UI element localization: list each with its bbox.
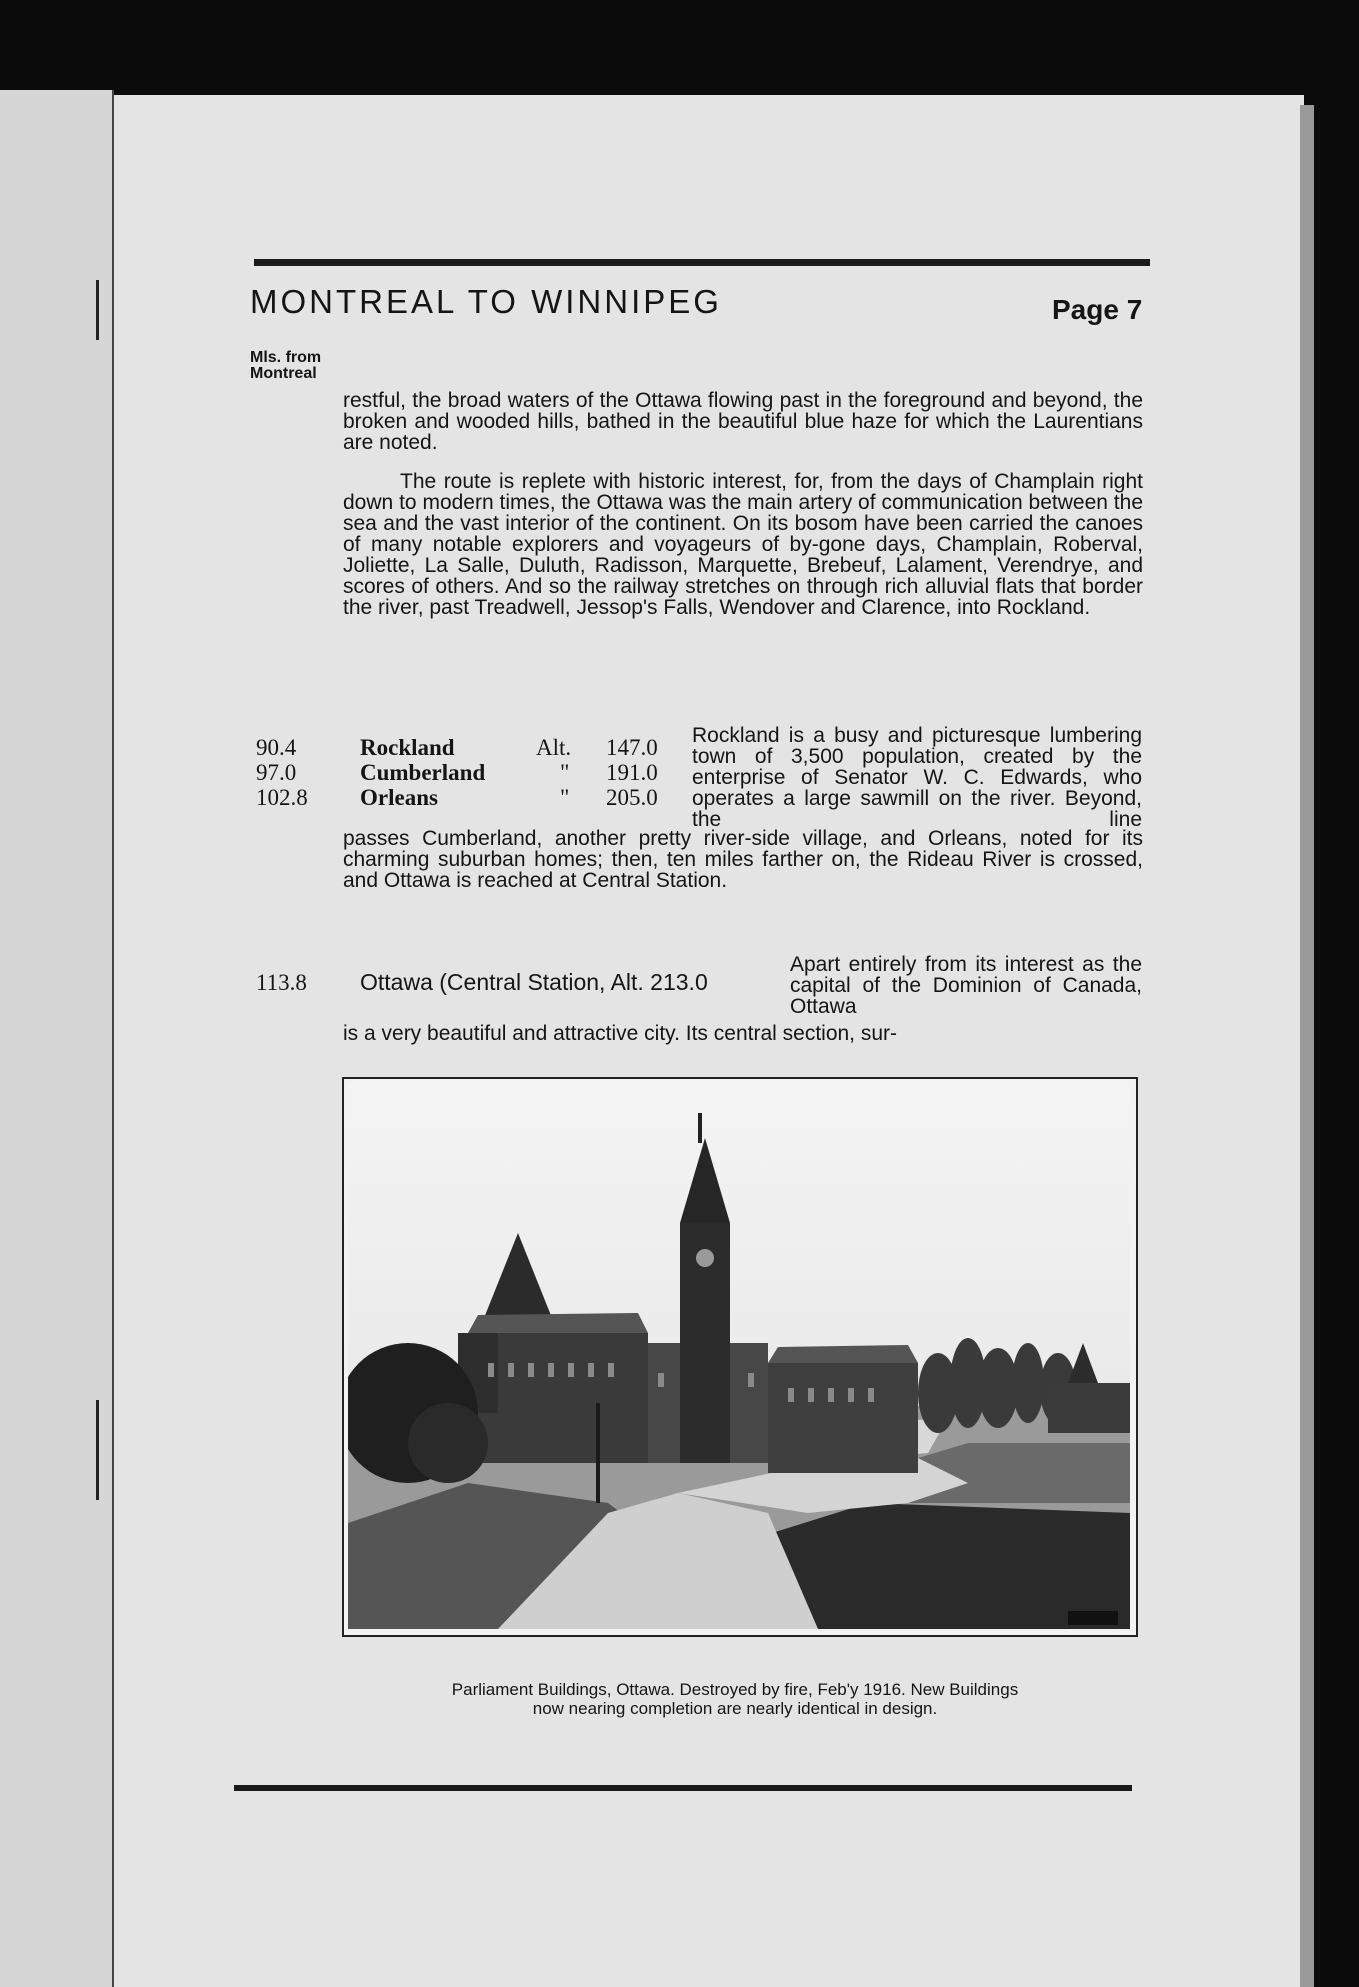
miles-column-heading — [250, 350, 340, 382]
paragraph-historic: The route is replete with historic interest, for, from the days of Champlain right down to modern times, the Ottawa was the main artery of communication between the sea and the vast interior of the continent. On its bosom have been carried the canoes of many notable explorers and voyageurs of by-gone days, Champlain, Roberval, Joliette, La Salle, Duluth, Radisson, Marquette, Brebeuf, Lalament, Verendrye, and scores of others. And so the railway stretches on through rich alluvial flats that border the river, past Treadwell, Jessop's Falls, Wendover and Clarence, into Rockland. — [343, 470, 1143, 619]
station-miles: 90.4 — [256, 735, 297, 760]
ottawa-description: Apart entirely from its interest as the capital of the Dominion of Canada, Ottawa — [790, 953, 1142, 1018]
page-header-title: MONTREAL TO WINNIPEG — [250, 283, 722, 320]
photo-caption — [330, 1680, 1140, 1718]
binding-mark — [96, 1400, 99, 1500]
page-number: Page 7 — [1052, 294, 1143, 325]
parliament-buildings-illustration — [348, 1083, 1130, 1629]
binding-mark — [96, 280, 99, 340]
paragraph-central-section: is a very beautiful and attractive city. Its central section, sur- — [343, 1022, 898, 1045]
miles-heading-line2: Montreal — [250, 365, 317, 382]
station-altitude: 205.0 — [606, 785, 658, 810]
page-edge-shadow — [1300, 105, 1314, 1987]
miles-heading-line1: Mls. from — [250, 349, 322, 366]
paragraph-cumberland: passes Cumberland, another pretty river-side village, and Orleans, noted for its charming suburban homes; then, ten miles farther on, the Rideau River is crossed, and Ottawa is reached at Central Station. — [343, 827, 1143, 892]
station-alt-label: Alt. — [536, 735, 572, 760]
bottom-rule — [234, 1785, 1132, 1791]
station-altitude: 191.0 — [606, 760, 658, 785]
station-altitude: 147.0 — [606, 735, 658, 760]
top-rule — [254, 259, 1150, 266]
station-name: Rockland — [360, 735, 455, 760]
ottawa-miles: 113.8 — [256, 970, 307, 995]
rockland-description: Rockland is a busy and picturesque lumbering town of 3,500 population, created by the enterprise of Senator W. C. Edwards, who operates a large sawmill on the river. Beyond, the line — [692, 724, 1142, 831]
parliament-photo — [342, 1077, 1138, 1637]
station-miles: 102.8 — [256, 785, 308, 810]
facing-page-edge — [0, 90, 114, 1987]
station-alt-label: " — [560, 785, 570, 810]
ottawa-station: Ottawa (Central Station, Alt. 213.0 — [360, 969, 708, 995]
caption-line2: now nearing completion are nearly identical in design. — [532, 1699, 938, 1718]
paragraph-restful: restful, the broad waters of the Ottawa flowing past in the foreground and beyond, the broken and wooded hills, bathed in the beautiful blue haze for which the Laurentians are noted. — [343, 389, 1143, 454]
station-name: Orleans — [360, 785, 438, 810]
station-miles: 97.0 — [256, 760, 297, 785]
station-name: Cumberland — [360, 760, 486, 785]
caption-line1: Parliament Buildings, Ottawa. Destroyed by fire, Feb'y 1916. New Buildings — [451, 1680, 1019, 1699]
station-alt-label: " — [560, 760, 570, 785]
